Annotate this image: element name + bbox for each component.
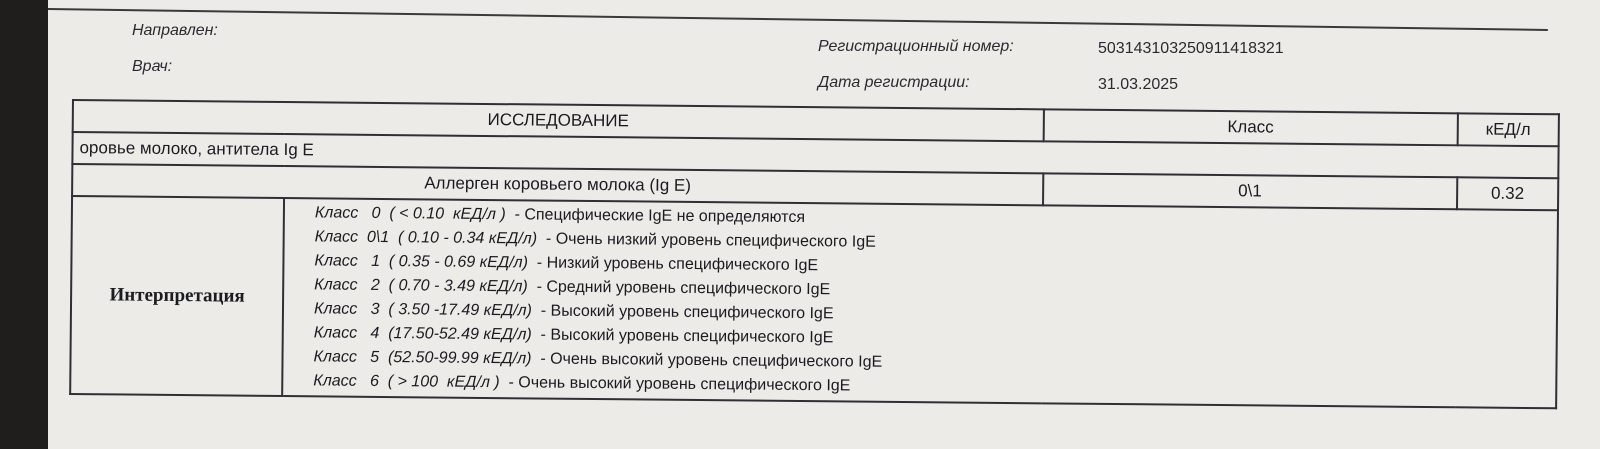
result-class: 0\1 [1043, 173, 1457, 209]
scale-text: - Высокий уровень специфического IgE [540, 326, 834, 347]
scale-text: - Очень высокий уровень специфического IgE [540, 350, 883, 371]
scale-range: ( > 100 кЕД/л ) [387, 373, 500, 392]
scale-range: (52.50-99.99 кЕД/л) [387, 349, 532, 368]
document-sheet [48, 0, 1600, 449]
vrach-label: Врач: [132, 58, 173, 75]
results-table [69, 99, 1560, 409]
col-header-study: ИССЛЕДОВАНИЕ [73, 100, 1044, 141]
scale-text: - Высокий уровень специфического IgE [540, 302, 834, 323]
reg-date-value: 31.03.2025 [1098, 76, 1179, 93]
scale-range: ( 0.35 - 0.69 кЕД/л) [388, 253, 529, 272]
scale-range: ( < 0.10 кЕД/л ) [389, 205, 506, 224]
scale-text: - Специфические IgE не определяются [514, 206, 806, 227]
reg-date-label: Дата регистрации: [818, 74, 970, 91]
reg-number-value: 503143103250911418321 [1098, 40, 1284, 57]
col-header-unit: кЕД/л [1457, 113, 1558, 146]
scale-range: (17.50-52.49 кЕД/л) [388, 325, 532, 344]
scale-range: ( 3.50 -17.49 кЕД/л) [388, 301, 533, 320]
reg-number-label: Регистрационный номер: [818, 38, 1014, 55]
scale-class: Класс 0 [314, 204, 381, 222]
top-border-line [48, 8, 1548, 31]
interpretation-row [70, 196, 1558, 408]
scale-class: Класс 0\1 [314, 228, 390, 247]
interpretation-scale [282, 198, 1558, 408]
scale-text: - Низкий уровень специфического IgE [536, 254, 819, 275]
group-title: оровье молоко, антитела Ig E [72, 132, 1558, 178]
result-name: Аллерген коровьего молока (Ig E) [72, 164, 1043, 205]
scale-text: - Очень низкий уровень специфического IgE [545, 230, 876, 251]
scale-class: Класс 4 [313, 324, 380, 342]
scale-text: - Средний уровень специфического IgE [536, 278, 831, 299]
scale-text: - Очень высокий уровень специфического IgE [508, 374, 851, 395]
napravlen-label: Направлен: [132, 22, 218, 39]
scale-class: Класс 1 [314, 252, 381, 270]
interpretation-label: Интерпретация [70, 196, 284, 396]
scale-range: ( 0.10 - 0.34 кЕД/л) [397, 229, 538, 248]
scale-class: Класс 5 [313, 348, 380, 366]
scale-range: ( 0.70 - 3.49 кЕД/л) [388, 277, 528, 296]
scale-class: Класс 6 [313, 372, 379, 390]
col-header-class: Класс [1043, 109, 1457, 145]
result-value: 0.32 [1457, 177, 1558, 210]
scale-class: Класс 3 [313, 300, 380, 318]
scale-class: Класс 2 [314, 276, 380, 294]
